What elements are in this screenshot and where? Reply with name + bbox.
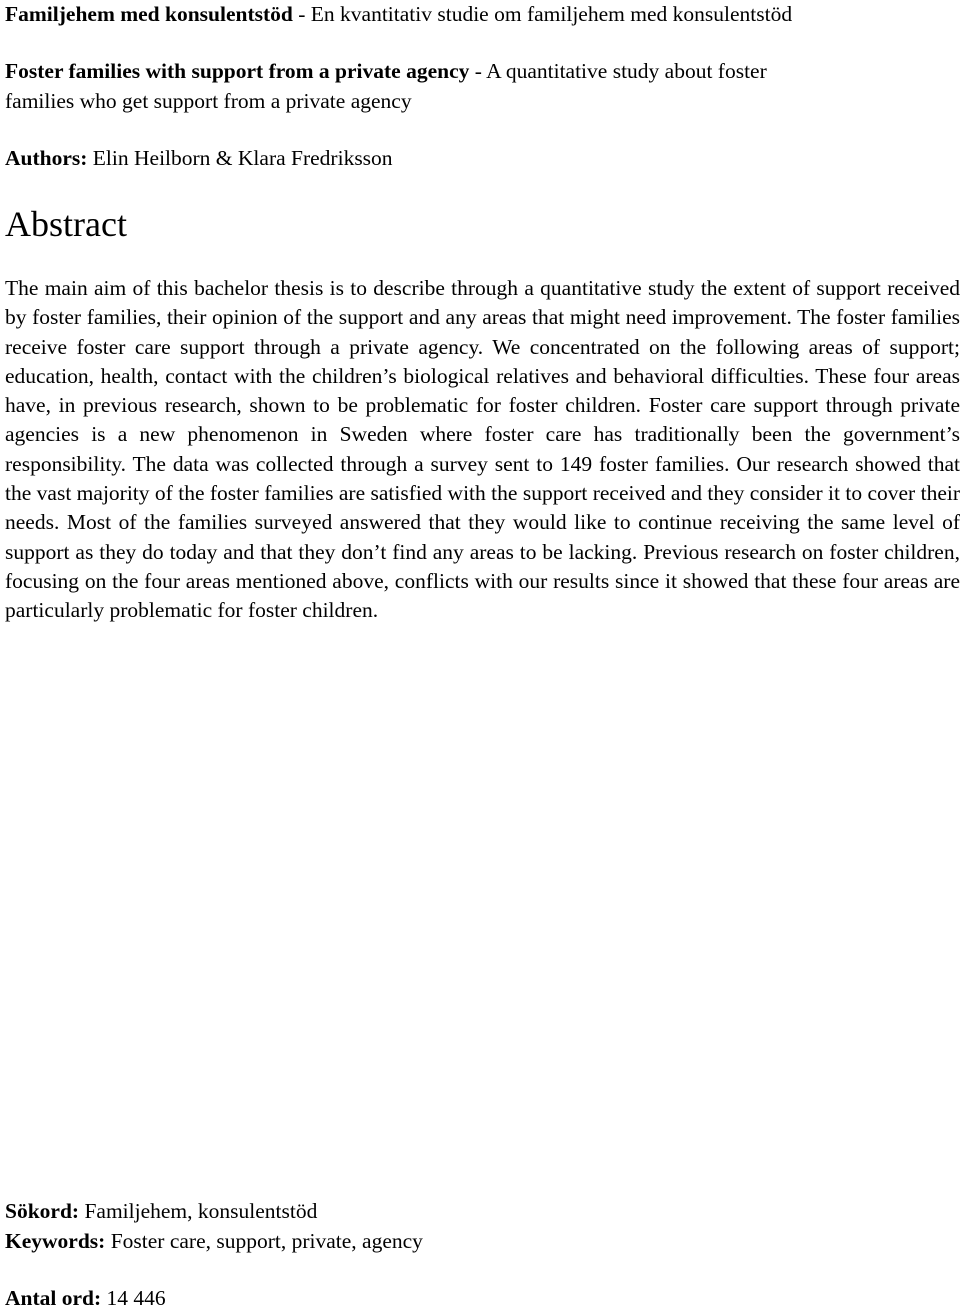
keywords-label: Keywords: [5, 1229, 106, 1253]
keywords-value: Foster care, support, private, agency [105, 1229, 423, 1253]
abstract-sentence-4: Foster care support through private agencies is a new phenomenon in Sweden where foster care has traditionally been the government’s responsibility. [5, 393, 960, 476]
word-count-label: Antal ord: [5, 1286, 102, 1310]
sokord-label: Sökord: [5, 1199, 80, 1223]
sokord-value: Familjehem, konsulentstöd [79, 1199, 318, 1223]
sokord-line [5, 1198, 317, 1224]
abstract-sentence-5: The data was collected through a survey sent to 149 foster families. [126, 451, 730, 476]
word-count-value: 14 446 [101, 1286, 166, 1310]
abstract-sentence-3: These four areas have, in previous research, shown to be problematic for foster children. [5, 363, 960, 418]
swedish-title-line [5, 1, 792, 27]
abstract-sentence-6: Our research showed that the vast majority of the foster families are satisfied with the support received and they consider it to cover their needs. [5, 451, 960, 535]
abstract-sentence-2: We concentrated on the following areas of support; education, health, contact with the children’s biological relatives and behavioral difficulties. [5, 334, 960, 388]
swedish-subtitle: - En kvantitativ studie om familjehem med konsulentstöd [292, 2, 793, 26]
english-title-line [5, 58, 767, 84]
keywords-line [5, 1228, 423, 1254]
abstract-body [5, 274, 960, 626]
english-subtitle-line2 [5, 88, 412, 114]
document-page [5, 0, 960, 1310]
english-title: Foster families with support from a private agency [5, 59, 470, 83]
abstract-heading: Abstract [5, 204, 127, 244]
english-subtitle-part1: - A quantitative study about foster [469, 59, 767, 83]
english-subtitle-part2: families who get support from a private agency [5, 89, 412, 113]
swedish-title: Familjehem med konsulentstöd [5, 2, 293, 26]
abstract-sentence-8: Previous research on foster children, focusing on the four areas mentioned above, conflicts with our results since it showed that these four areas are particularly problematic for foster children. [5, 539, 960, 623]
abstract-sentence-7: Most of the families surveyed answered that they would like to continue receiving the same level of support as they do today and that they don’t find any areas to be lacking. [5, 510, 960, 564]
abstract-sentence-1: The main aim of this bachelor thesis is to describe through a quantitative study the extent of support received by foster families, their opinion of the support and any areas that might need improvement. The foster families receive foster care support through a private agency. [5, 276, 960, 359]
authors-names: Elin Heilborn & Klara Fredriksson [87, 146, 393, 170]
word-count-line [5, 1285, 166, 1311]
authors-label: Authors: [5, 146, 88, 170]
authors-line [5, 145, 393, 171]
